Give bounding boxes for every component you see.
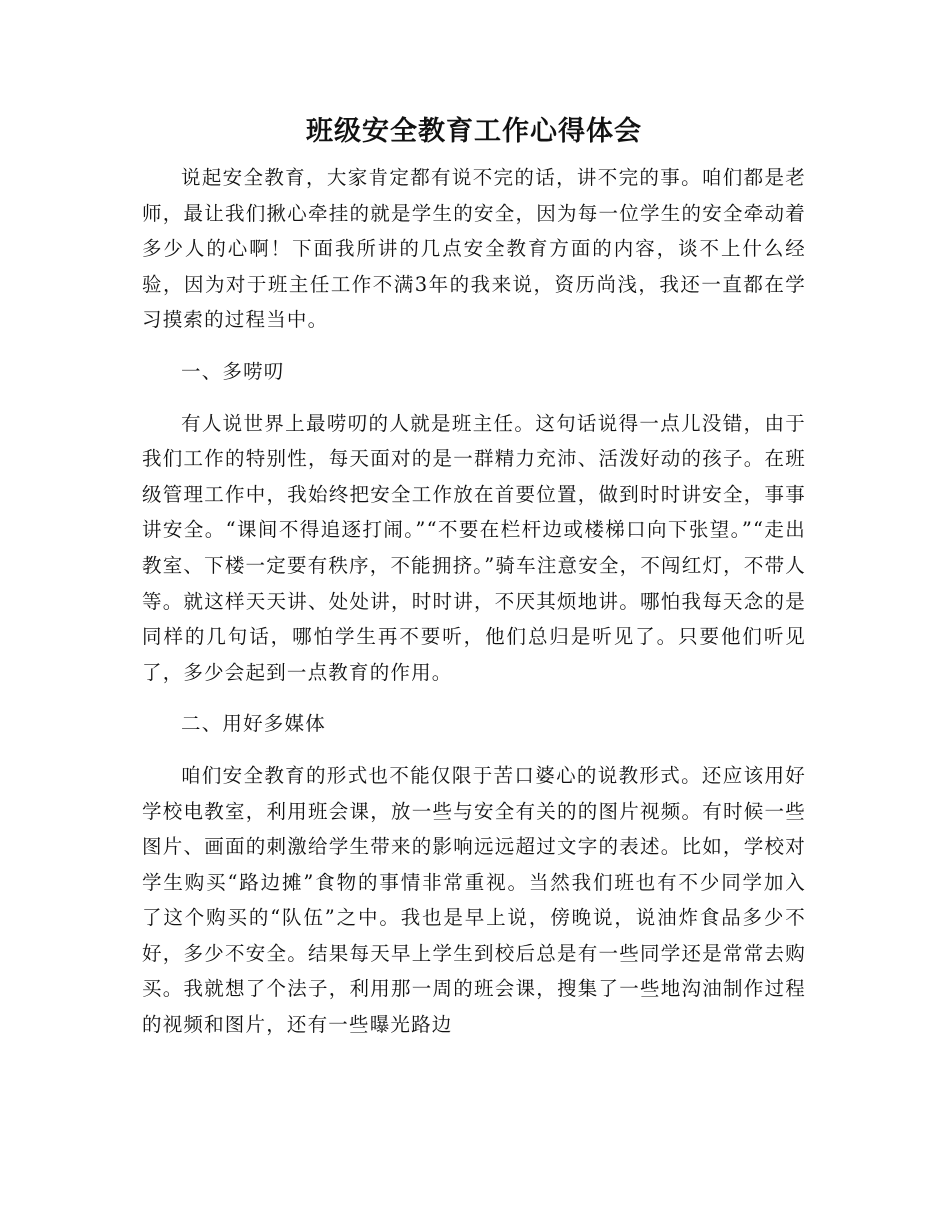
section-heading-2: 二、用好多媒体	[181, 712, 326, 736]
section-body-2: 咱们安全教育的形式也不能仅限于苦口婆心的说教形式。还应该用好学校电教室，利用班会课，放一些与安全有关的的图片视频。有时候一些图片、画面的刺激给学生带来的影响远远超过文字的表述。比如，学校对学生购买“路边摊”食物的事情非常重视。当然我们班也有不少同学加入了这个购买的“队伍”之中。我也是早上说，傍晚说，说油炸食品多少不好，多少不安全。结果每天早上学生到校后总是有一些同学还是常常去购买。我就想了个法子，利用那一周的班会课，搜集了一些地沟油制作过程的视频和图片，还有一些曝光路边	[142, 763, 806, 1037]
document-title: 班级安全教育工作心得体会	[306, 116, 642, 147]
paragraph-gap	[142, 742, 806, 758]
document-page	[142, 112, 806, 1043]
paragraph-gap	[142, 690, 806, 706]
section-heading-1: 一、多唠叨	[181, 359, 285, 383]
paragraph-gap	[142, 338, 806, 354]
section-body-1: 有人说世界上最唠叨的人就是班主任。这句话说得一点儿没错，由于我们工作的特别性，每天面对的是一群精力充沛、活泼好动的孩子。在班级管理工作中，我始终把安全工作放在首要位置，做到时时讲安全，事事讲安全。“课间不得追逐打闹。”“不要在栏杆边或楼梯口向下张望。”“走出教室、下楼一定要有秩序，不能拥挤。”骑车注意安全，不闯红灯，不带人等。就这样天天讲、处处讲，时时讲，不厌其烦地讲。哪怕我每天念的是同样的几句话，哪怕学生再不要听，他们总归是听见了。只要他们听见了，多少会起到一点教育的作用。	[142, 411, 806, 684]
intro-paragraph: 说起安全教育，大家肯定都有说不完的话，讲不完的事。咱们都是老师，最让我们揪心牵挂的就是学生的安全，因为每一位学生的安全牵动着多少人的心啊！下面我所讲的几点安全教育方面的内容，谈不上什么经验，因为对于班主任工作不满3年的我来说，资历尚浅，我还一直都在学习摸索的过程当中。	[142, 166, 806, 332]
paragraph-gap	[142, 390, 806, 406]
